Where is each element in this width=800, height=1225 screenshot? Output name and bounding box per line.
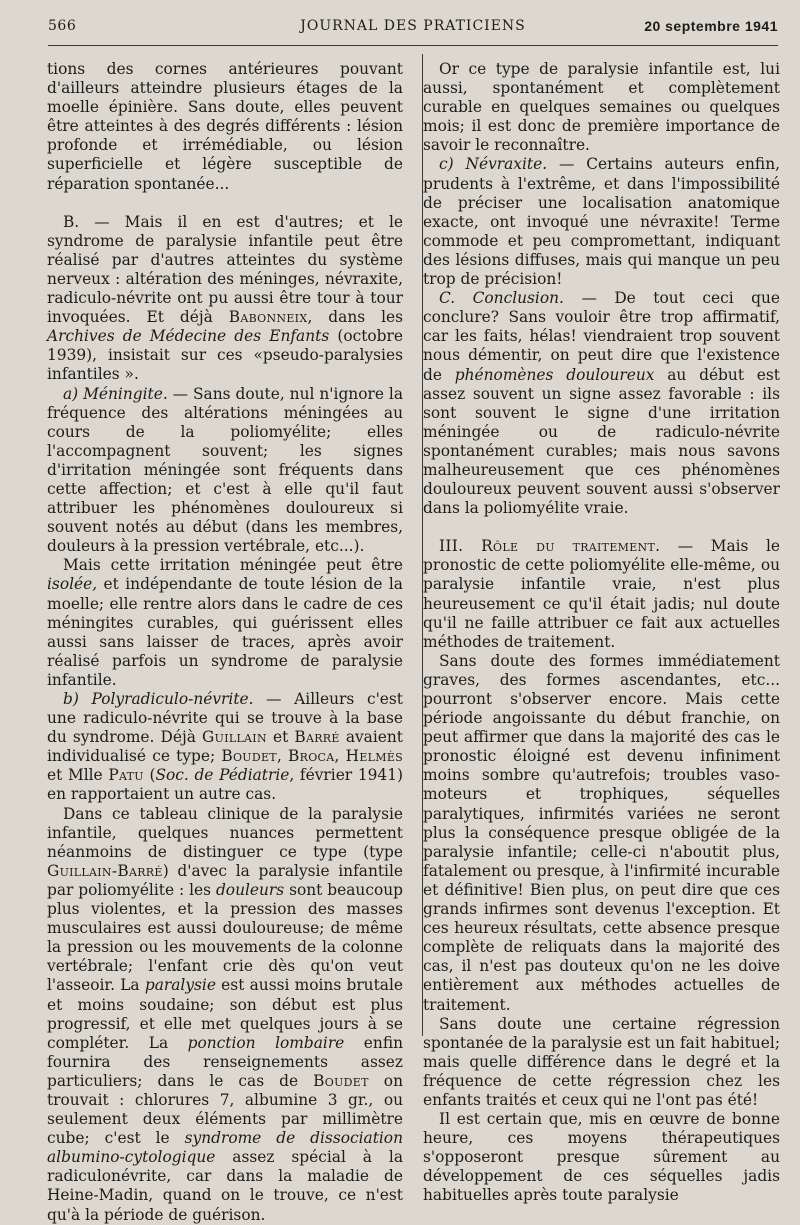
paragraph: a) Méningite. — Sans doute, nul n'ignore la fréquence des altérations méningées au cours de la poliomyélite; elles l'accompagnent souvent; les signes d'irritation méningée sont fréquents dans cette affection; et c'est à elle qu'il faut attribuer les phénomènes douloureux si souvent notés au début (dans les membres, douleurs à la pression vertébrale, etc...). [47,384,403,556]
paragraph: b) Polyradiculo-névrite. — Ailleurs c'est une radiculo-névrite qui se trouve à la base du syndrome. Déjà Guillain et Barré avaient individualisé ce type; Boudet, Broca, Helmès et Mlle Patu (Soc. de Pédiatrie, février 1941) en rapportaient un autre cas. [47,690,403,804]
paragraph: tions des cornes antérieures pouvant d'ailleurs atteindre plusieurs étages de la moelle épinière. Sans doute, elles peuvent être atteintes à des degrés différents : lésion profonde et irrémédiable, ou lésion superficielle et légère susceptible de réparation spontanée... [47,60,403,193]
paragraph: Il est certain que, mis en œuvre de bonne heure, ces moyens thérapeutiques s'opposeront presque sûrement au développement de ces séquelles jadis habituelles après toute paralysie [423,1110,780,1205]
subsection-heading: b) Polyradiculo-névrite. [63,690,254,708]
journal-title: JOURNAL DES PRATICIENS [300,18,526,34]
issue-date: 20 septembre 1941 [644,18,778,34]
page-header [48,18,778,40]
paragraph: Mais cette irritation méningée peut être isolée, et indépendante de toute lésion de la moelle; elle rentre alors dans le cadre de ces méningites curables, qui guérissent elles aussi sans laisser de traces, après avoir réalisé parfois un syndrome de paralysie infantile. [47,556,403,689]
header-rule [48,45,778,46]
paragraph: Sans doute une certaine régression spontanée de la paralysie est un fait habituel; mais quelle différence dans le degré et la fréquence de cette régression chez les enfants traités et ceux qui ne l'ont pas été! [423,1014,780,1109]
section-heading: III. Rôle du traitement. [439,537,661,556]
subsection-heading: c) Névraxite. [439,155,548,174]
paragraph: c) Névraxite. — Certains auteurs enfin, prudents à l'extrême, et dans l'impossibilité de préciser une localisation anatomique exacte, ont invoqué une névraxite! Terme commode et peu compromettant, indiquant des lésions diffuses, mais qui manque un peu trop de précision! [423,155,781,289]
right-column [423,60,780,1206]
left-column [47,60,403,1225]
subsection-heading: a) Méningite. [63,384,168,403]
paragraph: Dans ce tableau clinique de la paralysie infantile, quelques nuances permettent néanmoins de distinguer ce type (type Guillain-Barré) d'avec la paralysie infantile par poliomyélite : les douleurs sont beaucoup plus violentes, et la pression des masses musculaires est aussi douloureuse; de même la pression ou les mouvements de la colonne vertébrale; l'enfant crie dès qu'on veut l'asseoir. La paralysie est aussi moins brutale et moins soudaine; son début est plus progressif, et elle met quelques jours à se compléter. La ponction lombaire enfin fournira des renseignements assez particuliers; dans le cas de Boudet on trouvait : chlorures 7, albumine 3 gr., ou seulement deux éléments par millimètre cube; c'est le syndrome de dissociation albumino-cytologique assez spécial à la radiculonévrite, car dans la maladie de Heine-Madin, quand on le trouve, ce n'est qu'à la période de guérison. [47,804,404,1224]
paragraph: III. Rôle du traitement. — Mais le pronostic de cette poliomyélite elle-même, ou paralysie infantile vraie, n'est plus heureusement ce qu'il était jadis; nul doute qu'il ne faille attribuer ce fait aux actuelles méthodes de traitement. [423,537,780,651]
paragraph: C. Conclusion. — De tout ceci que conclure? Sans vouloir être trop affirmatif, car les faits, hélas! viendraient trop souvent nous démentir, on peut dire que l'existence de phénomènes douloureux au début est assez souvent un signe assez favorable : ils sont souvent le signe d'une irritation méningée ou de radiculo-névrite spontanément curables; mais nous savons malheureusement que ces phénomènes douloureux peuvent souvent aussi s'observer dans la poliomyélite vraie. [423,289,780,518]
paragraph: B. — Mais il en est d'autres; et le syndrome de paralysie infantile peut être réalisé par d'autres atteintes du système nerveux : altération des méninges, névraxite, radiculo-névrite ont pu aussi être tour à tour invoquées. Et déjà Babonneix, dans les Archives de Médecine des Enfants (octobre 1939), insistait sur ces «pseudo-paralysies infantiles ». [47,212,403,384]
paragraph: Or ce type de paralysie infantile est, lui aussi, spontanément et complètement curable en quelques semaines ou quelques mois; il est donc de première importance de savoir le reconnaître. [423,60,780,155]
paragraph: Sans doute des formes immédiatement graves, des formes ascendantes, etc... pourront s'observer encore. Mais cette période angoissante du début franchie, on peut affirmer que dans la majorité des cas le pronostic éloigné est devenu infiniment moins sombre qu'autrefois; troubles vaso-moteurs et trophiques, séquelles paralytiques, infirmités variées ne seront plus la conséquence presque obligée de la paralysie infantile; celle-ci n'aboutit plus, fatalement ou presque, à l'infirmité incurable et définitive! Bien plus, on peut dire que ces grands infirmes sont devenus l'exception. Et ces heureux résultats, cette absence presque complète de reliquats dans la majorité des cas, il n'est pas douteux qu'on ne les doive entièrement aux méthodes actuelles de traitement. [423,651,780,1014]
page-number: 566 [48,18,77,34]
subsection-heading: C. Conclusion. [439,289,564,308]
